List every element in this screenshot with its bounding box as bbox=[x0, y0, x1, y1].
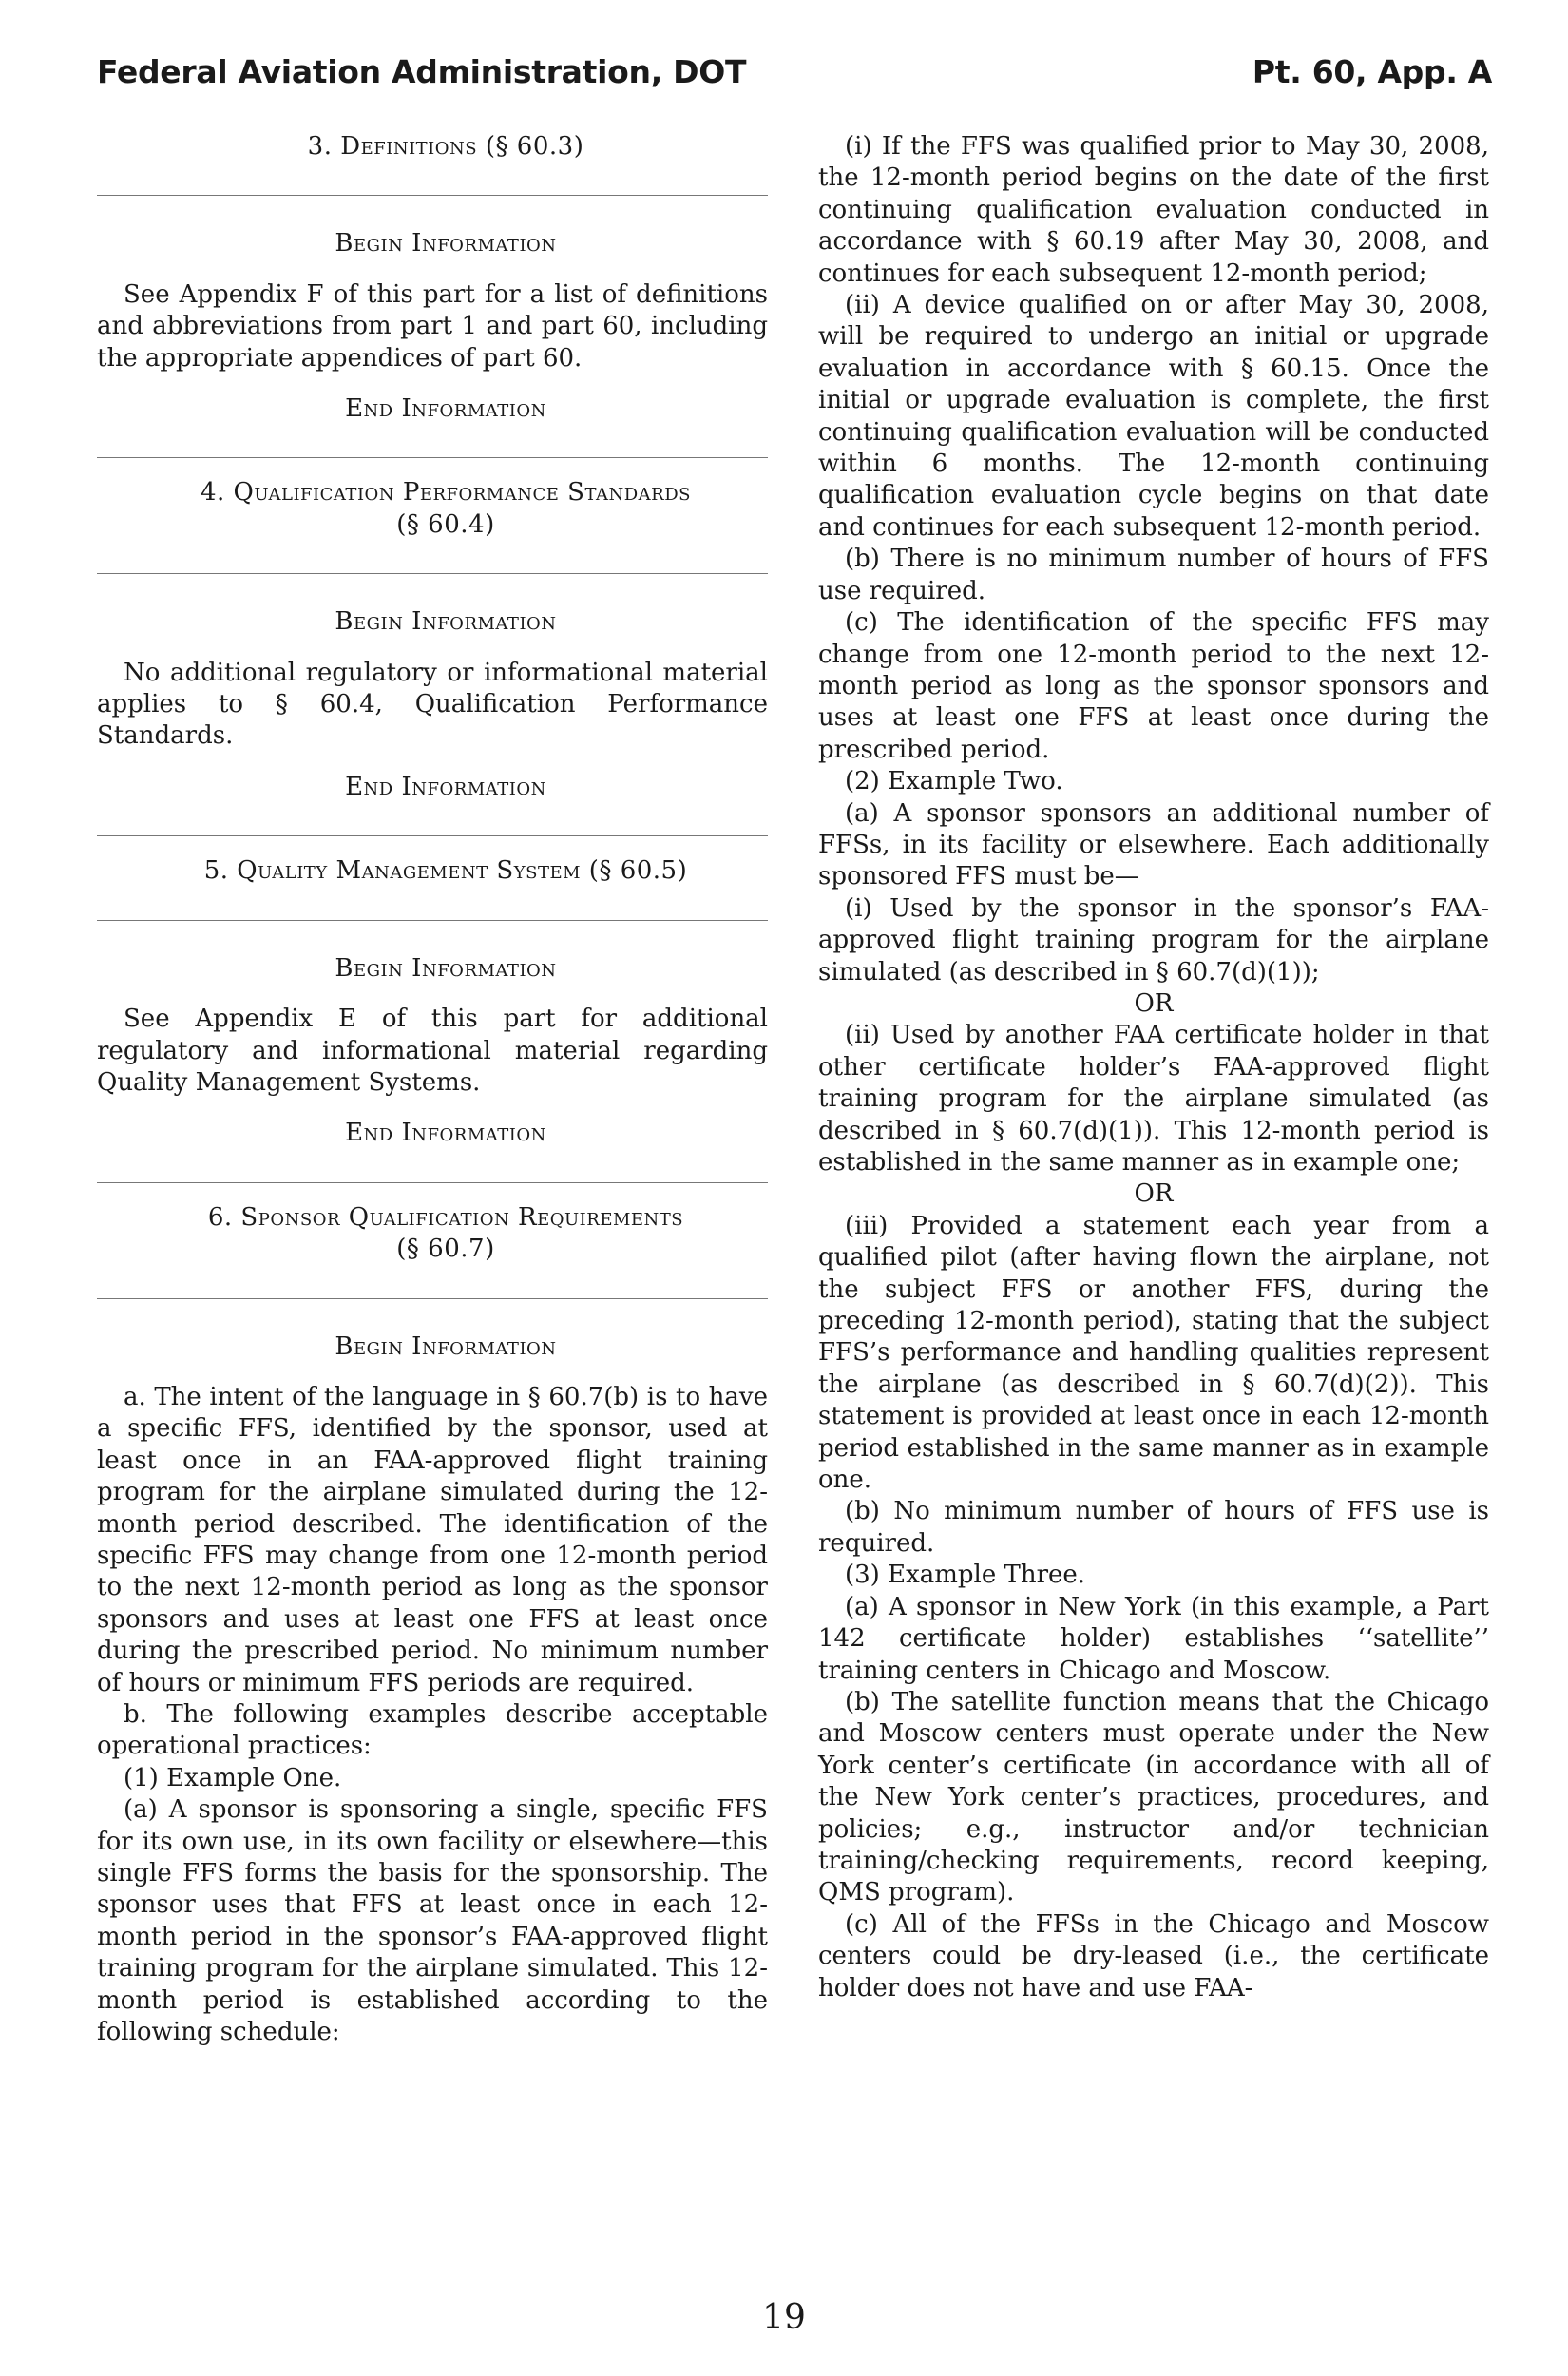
example-two-b: (b) No minimum number of hours of FFS use is required. bbox=[818, 1497, 1489, 1558]
end-information: End Information bbox=[345, 394, 546, 424]
section-6-title: 6. Sponsor Qualification Requirements bbox=[207, 1202, 684, 1232]
begin-information: Begin Information bbox=[335, 607, 557, 637]
header-part: Pt. 60, App. A bbox=[1252, 53, 1492, 90]
running-header bbox=[97, 53, 1492, 101]
end-information: End Information bbox=[345, 772, 546, 801]
section-4-title-cont: (§ 60.4) bbox=[396, 509, 495, 539]
section-3-text: See Appendix F of this part for a list of definitions and abbreviations from part 1 and part 60, including the appropriate appendices of part 60. bbox=[97, 279, 768, 373]
section-4-title: 4. Qualification Performance Standards bbox=[200, 478, 691, 508]
example-one-a-ii: (ii) A device qualified on or after May 30, 2008, will be required to undergo an initial or upgrade evaluation in accordance with § 60.15. Once the initial or upgrade evaluation is complete, the first continuing qualification evaluation will be conducted within 6 months. The 12-month continuing qualification evaluation cycle begins on that date and continues for each subsequent 12-month period. bbox=[818, 291, 1489, 542]
begin-information: Begin Information bbox=[335, 1332, 557, 1361]
page-number: 19 bbox=[762, 2298, 806, 2337]
example-two-a-i: (i) Used by the sponsor in the sponsor’s FAA-approved flight training program for the airplane simulated (as described in § 60.7(d)(1)); bbox=[818, 893, 1489, 987]
paragraph-b: b. The following examples describe acceptable operational practices: bbox=[97, 1700, 768, 1761]
or-separator: OR bbox=[1134, 988, 1174, 1018]
example-one-c: (c) The identification of the specific FFS may change from one 12-month period to the next 12-month period as long as the sponsor sponsors and uses at least one FFS at least once during the prescribed period. bbox=[818, 608, 1489, 764]
example-one-a: (a) A sponsor is sponsoring a single, specific FFS for its own use, in its own facility or elsewhere—this single FFS forms the basis for the sponsorship. The sponsor uses that FFS at least once in each 12-month period in the sponsor’s FAA-approved flight training program for the airplane simulated. This 12-month period is established according to the following schedule: bbox=[97, 1795, 768, 2047]
or-separator: OR bbox=[1134, 1179, 1174, 1209]
section-4-text: No additional regulatory or informational material applies to § 60.4, Qualification Performance Standards. bbox=[97, 658, 768, 751]
example-two-a-ii: (ii) Used by another FAA certificate holder in that other certificate holder’s FAA-approved flight training program for the airplane simulated (as described in § 60.7(d)(1)). This 12-month period is established in the same manner as in example one; bbox=[818, 1021, 1489, 1177]
paragraph-a: a. The intent of the language in § 60.7(b) is to have a specific FFS, identified by the sponsor, used at least once in an FAA-approved flight training program for the airplane simulated during the 12-month period described. The identification of the specific FFS may change from one 12-month period to the next 12-month period as long as the sponsor sponsors and uses at least one FFS at least once during the prescribed period. No minimum number of hours or minimum FFS periods are required. bbox=[97, 1382, 768, 1697]
end-information: End Information bbox=[345, 1119, 546, 1148]
example-one-b: (b) There is no minimum number of hours of FFS use required. bbox=[818, 545, 1489, 605]
example-three-c: (c) All of the FFSs in the Chicago and Moscow centers could be dry-leased (i.e., the certificate holder does not have and use FAA- bbox=[818, 1909, 1489, 2002]
example-three-b: (b) The satellite function means that the Chicago and Moscow centers must operate under the New York center’s certificate (in accordance with all of the New York center’s practices, procedures, and policies; e.g., instructor and/or technician training/checking requirements, record keeping, QMS program). bbox=[818, 1687, 1489, 1907]
right-column bbox=[818, 131, 1489, 2004]
begin-information: Begin Information bbox=[335, 953, 557, 983]
example-one-a-i: (i) If the FFS was qualified prior to May 30, 2008, the 12-month period begins on the date of the first continuing qualification evaluation conducted in accordance with § 60.19 after May 30, 2008, and continues for each subsequent 12-month period; bbox=[818, 132, 1489, 288]
example-three-heading: (3) Example Three. bbox=[845, 1561, 1086, 1590]
example-two-a: (a) A sponsor sponsors an additional number of FFSs, in its facility or elsewhere. Each additionally sponsored FFS must be— bbox=[818, 798, 1489, 891]
section-6-title-cont: (§ 60.7) bbox=[396, 1235, 495, 1264]
header-agency: Federal Aviation Administration, DOT bbox=[97, 53, 747, 90]
example-two-heading: (2) Example Two. bbox=[845, 767, 1063, 796]
section-3-title: 3. Definitions (§ 60.3) bbox=[307, 132, 584, 161]
section-5-text: See Appendix E of this part for additional regulatory and informational material regarding Quality Management Systems. bbox=[97, 1005, 768, 1097]
left-column bbox=[97, 131, 768, 2048]
section-5-title: 5. Quality Management System (§ 60.5) bbox=[203, 856, 688, 886]
example-three-a: (a) A sponsor in New York (in this example, a Part 142 certificate holder) establishes ‘‘satellite’’ training centers in Chicago and Moscow. bbox=[818, 1592, 1489, 1685]
begin-information: Begin Information bbox=[335, 229, 557, 259]
example-one-heading: (1) Example One. bbox=[124, 1763, 342, 1792]
example-two-a-iii: (iii) Provided a statement each year from a qualified pilot (after having flown the airplane, not the subject FFS or another FFS, during the preceding 12-month period), stating that the subject FFS’s performance and handling qualities represent the airplane (as described in § 60.7(d)(2)). This statement is provided at least once in each 12-month period established in the same manner as in example one. bbox=[818, 1211, 1489, 1495]
